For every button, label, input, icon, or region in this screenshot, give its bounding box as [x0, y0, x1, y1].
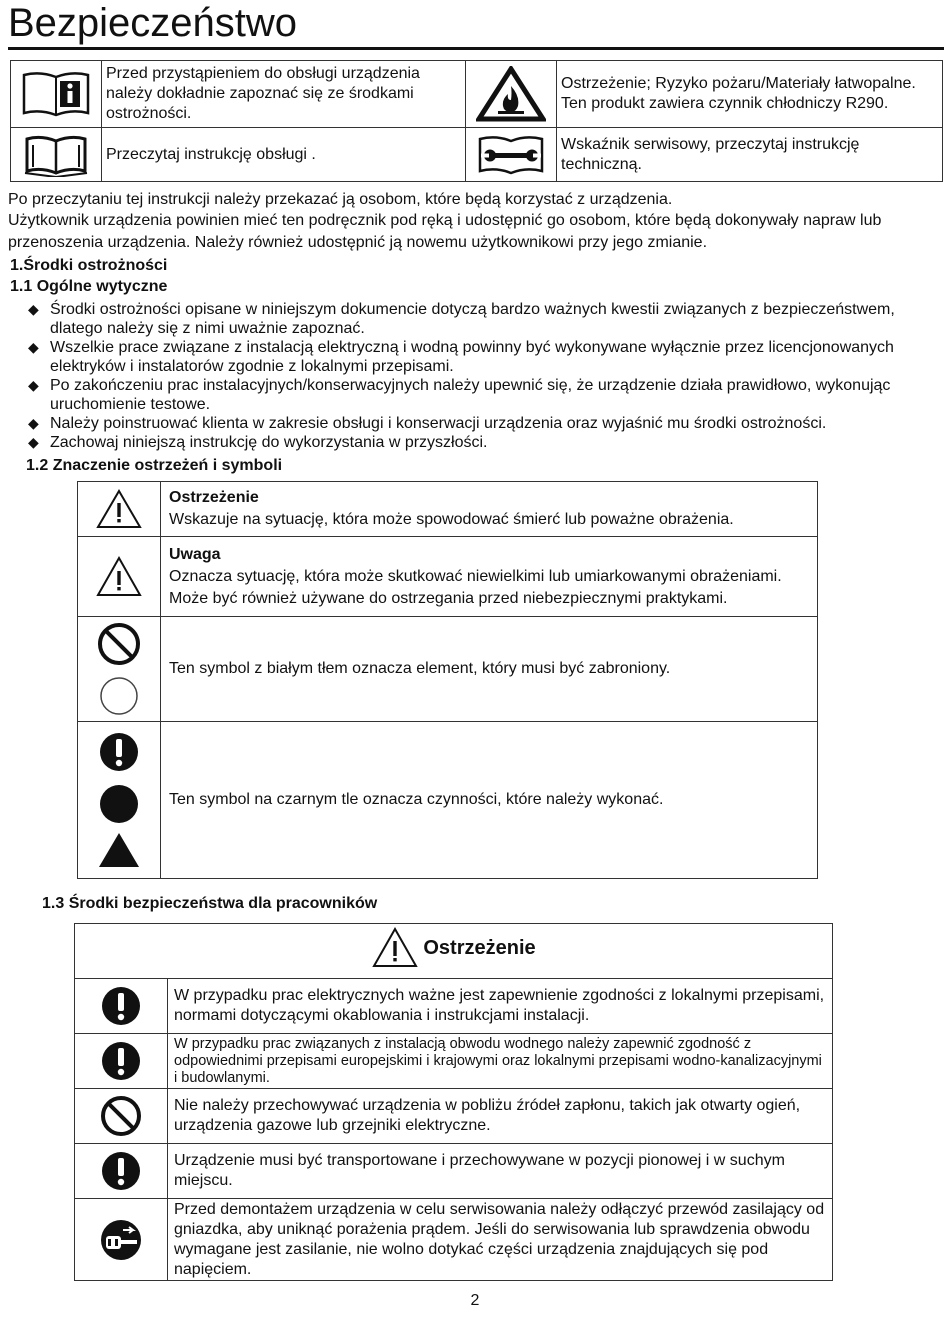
diamond-bullet-icon: ◆ — [28, 377, 39, 393]
caution-triangle-icon — [95, 555, 143, 599]
worker-rule-transport: Urządzenie musi być transportowane i przechowywane w pozycji pionowej i w suchym miejscu. — [168, 1144, 833, 1199]
section-1-2-heading: 1.2 Znaczenie ostrzeżeń i symboli — [26, 457, 283, 474]
general-guidelines-list — [28, 300, 943, 452]
mandatory-icons-cell — [78, 722, 161, 879]
worker-rule-disconnect: Przed demontażem urządzenia w celu serwisowania należy odłączyć przewód zasilający od gniazdka, aby uniknąć porażenia prądem. Jeśli do serwisowania lub sprawdzenia obwodu wymagane jest zasilanie, nie wolno dotykać części urządzenia znajdujących się pod napięciem. — [168, 1199, 833, 1281]
page-title: Bezpieczeństwo — [8, 1, 298, 45]
caution-text-2: Może być również używane do ostrzegania przed niebezpiecznymi praktykami. — [169, 589, 728, 607]
row-icon-cell — [75, 1144, 168, 1199]
list-item: ◆ Środki ostrożności opisane w niniejszym dokumencie dotyczą bardzo ważnych kwestii związanych z bezpieczeństwem, dlatego należy się z nimi uważnie zapoznać. — [28, 301, 895, 337]
page-number: 2 — [470, 1292, 480, 1309]
list-item: ◆ Po zakończeniu prac instalacyjnych/konserwacyjnych należy upewnić się, że urządzenie działa prawidłowo, wykonując uruchomienie testowe. — [28, 377, 891, 413]
section-1-heading: 1.Środki ostrożności — [10, 257, 168, 274]
flammable-text-cell — [557, 61, 943, 128]
caution-icon-cell — [78, 537, 161, 617]
row-icon-cell — [75, 1089, 168, 1144]
open-book-icon-cell — [11, 128, 102, 182]
intro-paragraph-2: Użytkownik urządzenia powinien mieć ten podręcznik pod ręką i udostępnić go osobom, które będą dokonywały napraw lub przenoszenia urządzenia. Należy również udostępnić ją nowemu użytkownikowi przy jego zmianie. — [8, 212, 882, 251]
caution-title: Uwaga — [169, 545, 221, 563]
diamond-bullet-icon: ◆ — [28, 415, 39, 431]
row-icon-cell — [75, 979, 168, 1034]
worker-rule-ignition: Nie należy przechowywać urządzenia w pobliżu źródeł zapłonu, takich jak otwarty ogień, urządzenia gazowe lub grzejniki elektryczne. — [168, 1089, 833, 1144]
unplug-icon — [99, 1218, 143, 1262]
warning-triangle-icon — [371, 926, 419, 970]
white-circle-icon — [98, 675, 140, 717]
warning-icon-cell — [78, 482, 161, 537]
worker-warning-title: Ostrzeżenie — [423, 937, 536, 959]
read-precautions-text: Przed przystąpieniem do obsługi urządzenia należy dokładnie zapoznać się ze środkami ostrożności. — [102, 61, 466, 128]
diamond-bullet-icon: ◆ — [28, 339, 39, 355]
mandatory-exclamation-icon — [100, 1150, 142, 1192]
manual-info-icon — [20, 69, 92, 119]
service-manual-icon — [476, 133, 546, 177]
warning-text: Wskazuje na sytuację, która może spowodować śmierć lub poważne obrażenia. — [169, 511, 734, 528]
section-1-3-heading: 1.3 Środki bezpieczeństwa dla pracowników — [42, 895, 378, 912]
prohibited-icons-cell — [78, 617, 161, 722]
prohibited-text: Ten symbol z białym tłem oznacza element, który musi być zabroniony. — [161, 617, 818, 722]
prohibited-icon — [96, 621, 142, 667]
service-icon-cell — [466, 128, 557, 182]
diamond-bullet-icon: ◆ — [28, 301, 39, 317]
black-triangle-icon — [97, 831, 141, 869]
warning-triangle-icon — [95, 488, 143, 530]
symbols-legend-table — [10, 60, 943, 182]
warning-title: Ostrzeżenie — [169, 489, 259, 506]
read-manual-icon — [23, 133, 89, 177]
mandatory-exclamation-icon — [100, 1040, 142, 1082]
worker-warning-header — [75, 924, 833, 979]
warning-symbols-table — [77, 481, 818, 879]
flammable-warning-icon — [476, 66, 546, 122]
intro-paragraph-1: Po przeczytaniu tej instrukcji należy przekazać ją osobom, które będą korzystać z urządzenia. — [8, 191, 673, 208]
flammable-icon-cell — [466, 61, 557, 128]
worker-rule-water: W przypadku prac związanych z instalacją obwodu wodnego należy zapewnić zgodność z odpowiednimi przepisami europejskimi i krajowymi oraz lokalnymi przepisami wodno-kanalizacyjnymi i budowlanymi. — [168, 1034, 833, 1089]
worker-safety-table — [74, 923, 833, 1281]
list-item: ◆ Należy poinstruować klienta w zakresie obsługi i konserwacji urządzenia oraz wyjaśnić mu środki ostrożności. — [28, 415, 827, 432]
list-item: ◆ Wszelkie prace związane z instalacją elektryczną i wodną powinny być wykonywane wyłącznie przez licencjonowanych elektryków i instalatorów zgodnie z lokalnymi przepisami. — [28, 339, 894, 375]
title-rule — [8, 47, 944, 50]
diamond-bullet-icon: ◆ — [28, 434, 39, 450]
mandatory-text: Ten symbol na czarnym tle oznacza czynności, które należy wykonać. — [161, 722, 818, 879]
refrigerant-text: Ten produkt zawiera czynnik chłodniczy R290. — [561, 95, 889, 112]
read-manual-text: Przeczytaj instrukcję obsługi . — [102, 128, 466, 182]
caution-text-1: Oznacza sytuację, która może skutkować niewielkimi lub umiarkowanymi obrażeniami. — [169, 567, 782, 585]
mandatory-exclamation-icon — [100, 985, 142, 1027]
row-icon-cell — [75, 1034, 168, 1089]
prohibited-icon — [99, 1094, 143, 1138]
worker-rule-electrical: W przypadku prac elektrycznych ważne jest zapewnienie zgodności z lokalnymi przepisami, normami dotyczącymi okablowania i instrukcjami instalacji. — [168, 979, 833, 1034]
flammable-warning-text: Ostrzeżenie; Ryzyko pożaru/Materiały łatwopalne. — [561, 75, 916, 92]
row-icon-cell — [75, 1199, 168, 1281]
manual-info-icon-cell — [11, 61, 102, 128]
section-1-1-heading: 1.1 Ogólne wytyczne — [10, 278, 168, 295]
list-item: ◆ Zachowaj niniejszą instrukcję do wykorzystania w przyszłości. — [28, 434, 488, 451]
mandatory-exclamation-icon — [98, 731, 140, 773]
black-circle-icon — [98, 783, 140, 825]
service-indicator-text: Wskaźnik serwisowy, przeczytaj instrukcję techniczną. — [557, 128, 943, 182]
